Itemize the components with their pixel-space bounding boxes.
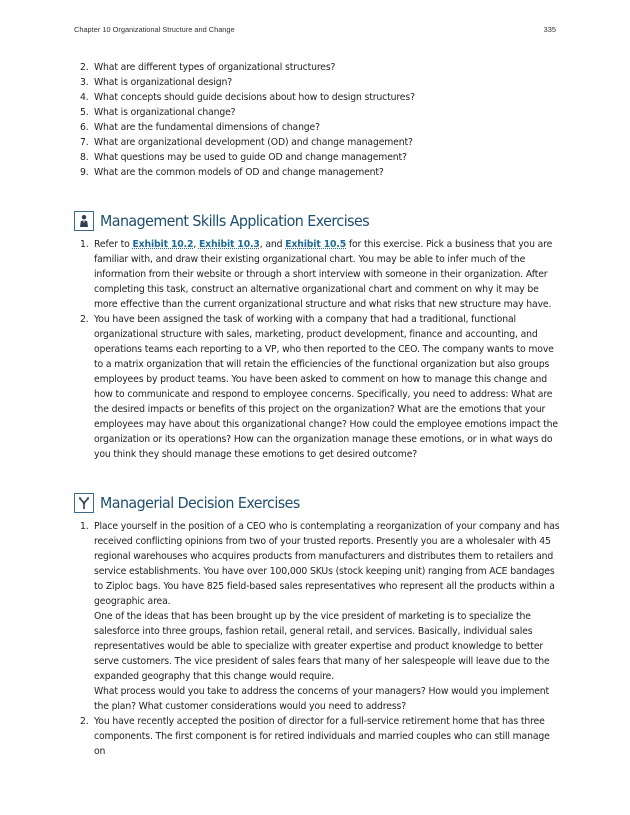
decision-section-heading [74, 493, 317, 513]
item-number: 2. [80, 314, 89, 325]
item-number: 2. [80, 716, 89, 727]
separator-text: , [193, 239, 199, 250]
skills-section-heading [74, 211, 392, 231]
list-item [74, 312, 560, 462]
list-item [74, 150, 564, 165]
decision-fork-icon [74, 493, 94, 513]
list-item [74, 60, 564, 75]
section-title: Managerial Decision Exercises [100, 494, 300, 512]
question-text: What are the common models of OD and change management? [94, 167, 384, 178]
list-item [74, 120, 564, 135]
section-title: Management Skills Application Exercises [100, 212, 370, 230]
list-item [74, 105, 564, 120]
question-text: What is organizational change? [94, 107, 236, 118]
skills-exercise-list [74, 237, 560, 462]
item-number: 1. [80, 239, 89, 250]
question-text: What is organizational design? [94, 77, 233, 88]
item-number: 7. [80, 137, 89, 148]
manager-icon [74, 211, 94, 231]
item-number: 9. [80, 167, 89, 178]
exercise-text: You have been assigned the task of working with a company that had a traditional, functional organizational structure with sales, marketing, product development, finance and accounting, and operations teams each reporting to a VP, who then reported to the CEO. The company wants to move to a matrix organization that will retain the efficiencies of the functional organization but also groups employees by product teams. You have been asked to comment on how to manage this change and how to communicate and respond to employee concerns. Specifically, you need to address: What are the desired impacts or benefits of this project on the organization? What are the emotions that your employees may have about this organizational change? How could the employee emotions impact the organization or its operations? How can the organization manage these emotions, or in what ways do you think they should manage these emotions to get desired outcome? [94, 314, 558, 460]
exhibit-10-3-link[interactable]: Exhibit 10.3 [198, 239, 260, 250]
question-text: What are different types of organizational structures? [94, 62, 336, 73]
exercise-text-pre: Refer to [94, 239, 133, 250]
question-text: What concepts should guide decisions about how to design structures? [94, 92, 415, 103]
question-text: What are the fundamental dimensions of change? [94, 122, 320, 133]
review-questions-list [74, 60, 564, 180]
exercise-text-post: for this exercise. Pick a business that you are familiar with, and draw their existing organizational chart. You may be able to infer much of the information from their website or through a short interview with someone in their organization. After completing this task, construct an alternative organizational chart and comment on why it may be more effective than the current organizational structure and what risks that new structure may have. [94, 239, 553, 310]
exercise-paragraph: Place yourself in the position of a CEO who is contemplating a reorganization of your company and has received conflicting opinions from two of your trusted reports. Presently you are a wholesaler with 45 regional warehouses who acquires products from manufacturers and distributes them to retailers and service establishments. You have over 100,000 SKUs (stock keeping unit) ranging from ACE bandages to Ziploc bags. You have 825 field-based sales representatives who represent all the products within a geographic area. [94, 521, 560, 607]
list-item [74, 714, 560, 759]
page-number: 335 [543, 25, 556, 34]
list-item [74, 75, 564, 90]
item-number: 2. [80, 62, 89, 73]
chapter-title: Chapter 10 Organizational Structure and Change [74, 25, 235, 34]
item-number: 8. [80, 152, 89, 163]
list-item [74, 135, 564, 150]
exhibit-10-2-link[interactable]: Exhibit 10.2 [132, 239, 194, 250]
running-header [74, 25, 556, 34]
list-item [74, 519, 560, 714]
exercise-paragraph: What process would you take to address the concerns of your managers? How would you implement the plan? What customer considerations would you need to address? [94, 686, 550, 712]
item-number: 5. [80, 107, 89, 118]
list-item [74, 90, 564, 105]
separator-text: , and [259, 239, 286, 250]
item-number: 6. [80, 122, 89, 133]
question-text: What are organizational development (OD) and change management? [94, 137, 413, 148]
exhibit-10-5-link[interactable]: Exhibit 10.5 [285, 239, 347, 250]
item-number: 4. [80, 92, 89, 103]
list-item [74, 165, 564, 180]
exercise-text: You have recently accepted the position of director for a full-service retirement home that has three components. The first component is for retired individuals and married couples who can still manage on [94, 716, 550, 757]
decision-exercise-list [74, 519, 560, 759]
question-text: What questions may be used to guide OD and change management? [94, 152, 407, 163]
list-item [74, 237, 560, 312]
item-number: 1. [80, 521, 89, 532]
exercise-paragraph: One of the ideas that has been brought up by the vice president of marketing is to specialize the salesforce into three groups, fashion retail, general retail, and services. Basically, individual sales representatives would be able to specialize with greater expertise and product knowledge to better serve customers. The vice president of sales fears that many of her salespeople will leave due to the expanded geography that this change would require. [94, 611, 550, 682]
item-number: 3. [80, 77, 89, 88]
